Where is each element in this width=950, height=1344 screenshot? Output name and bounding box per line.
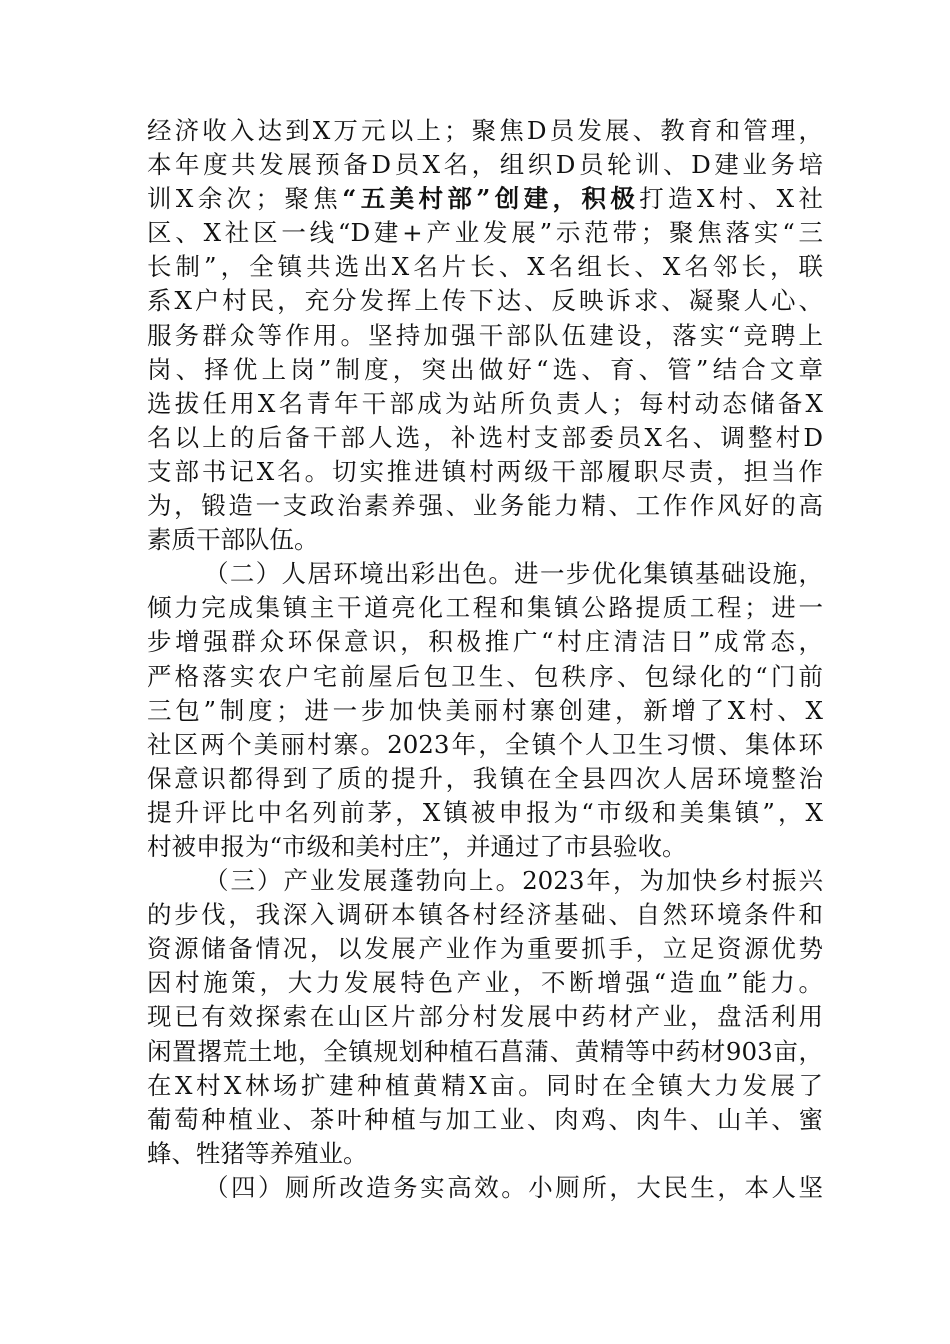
text-line: 支部书记X名。切实推进镇村两级干部履职尽责，担当作 bbox=[147, 456, 823, 486]
text-line: 保意识都得到了质的提升，我镇在全县四次人居环境整治 bbox=[147, 763, 823, 793]
text-line: 为，锻造一支政治素养强、业务能力精、工作作风好的高 bbox=[147, 491, 823, 521]
text-line: 在X村X林场扩建种植黄精X亩。同时在全镇大力发展了 bbox=[147, 1070, 823, 1100]
text-line: 蜂、牲猪等养殖业。 bbox=[147, 1138, 368, 1168]
text-line: 葡萄种植业、茶叶种植与加工业、肉鸡、肉牛、山羊、蜜 bbox=[147, 1104, 823, 1134]
text-line: 服务群众等作用。坚持加强干部队伍建设，落实“竞聘上 bbox=[147, 320, 823, 350]
text-line: 三包”制度；进一步加快美丽村寨创建，新增了X村、X bbox=[147, 695, 823, 725]
text-line: 严格落实农户宅前屋后包卫生、包秩序、包绿化的“门前 bbox=[147, 661, 823, 691]
text-segment: 打造X村、X社 bbox=[639, 184, 823, 214]
text-line: 闲置撂荒土地，全镇规划种植石菖蒲、黄精等中药材903亩， bbox=[147, 1036, 823, 1066]
text-line: 现已有效探索在山区片部分村发展中药材产业，盘活利用 bbox=[147, 1002, 823, 1032]
text-line: 提升评比中名列前茅，X镇被申报为“市级和美集镇”，X bbox=[147, 797, 823, 827]
text-line: 步增强群众环保意识，积极推广“村庄清洁日”成常态， bbox=[147, 627, 823, 657]
paragraph-first-line: （四）厕所改造务实高效。小厕所，大民生，本人坚 bbox=[204, 1172, 823, 1202]
paragraph-first-line: （三）产业发展蓬勃向上。2023年，为加快乡村振兴 bbox=[204, 866, 823, 896]
text-line: 岗、择优上岗”制度，突出做好“选、育、管”结合文章 bbox=[147, 354, 823, 384]
text-segment: 训X余次；聚焦 bbox=[147, 184, 343, 214]
text-line: 系X户村民，充分发挥上传下达、反映诉求、凝聚人心、 bbox=[147, 286, 823, 316]
text-line: 因村施策，大力发展特色产业，不断增强“造血”能力。 bbox=[147, 968, 823, 998]
text-line: 资源储备情况，以发展产业作为重要抓手，立足资源优势 bbox=[147, 934, 823, 964]
text-line: 经济收入达到X万元以上；聚焦D员发展、教育和管理， bbox=[147, 116, 823, 145]
text-line: 社区两个美丽村寨。2023年，全镇个人卫生习惯、集体环 bbox=[147, 729, 823, 759]
text-line: 长制”，全镇共选出X名片长、X名组长、X名邻长，联 bbox=[147, 252, 823, 282]
document-body bbox=[147, 114, 823, 1205]
text-line: 本年度共发展预备D员X名，组织D员轮训、D建业务培 bbox=[147, 150, 823, 180]
text-line: 区、X社区一线“D建+产业发展”示范带；聚焦落实“三 bbox=[147, 218, 823, 248]
paragraph-first-line: （二）人居环境出彩出色。进一步优化集镇基础设施， bbox=[204, 559, 823, 589]
text-line: 的步伐，我深入调研本镇各村经济基础、自然环境条件和 bbox=[147, 900, 823, 930]
text-line: 选拔任用X名青年干部成为站所负责人；每村动态储备X bbox=[147, 388, 823, 418]
bold-text-segment: “五美村部”创建，积极 bbox=[342, 184, 640, 214]
text-line: 名以上的后备干部人选，补选村支部委员X名、调整村D bbox=[147, 422, 823, 452]
text-line: 素质干部队伍。 bbox=[147, 525, 319, 555]
text-line bbox=[147, 182, 823, 216]
text-line: 倾力完成集镇主干道亮化工程和集镇公路提质工程；进一 bbox=[147, 593, 823, 623]
text-line: 村被申报为“市级和美村庄”，并通过了市县验收。 bbox=[147, 831, 687, 861]
